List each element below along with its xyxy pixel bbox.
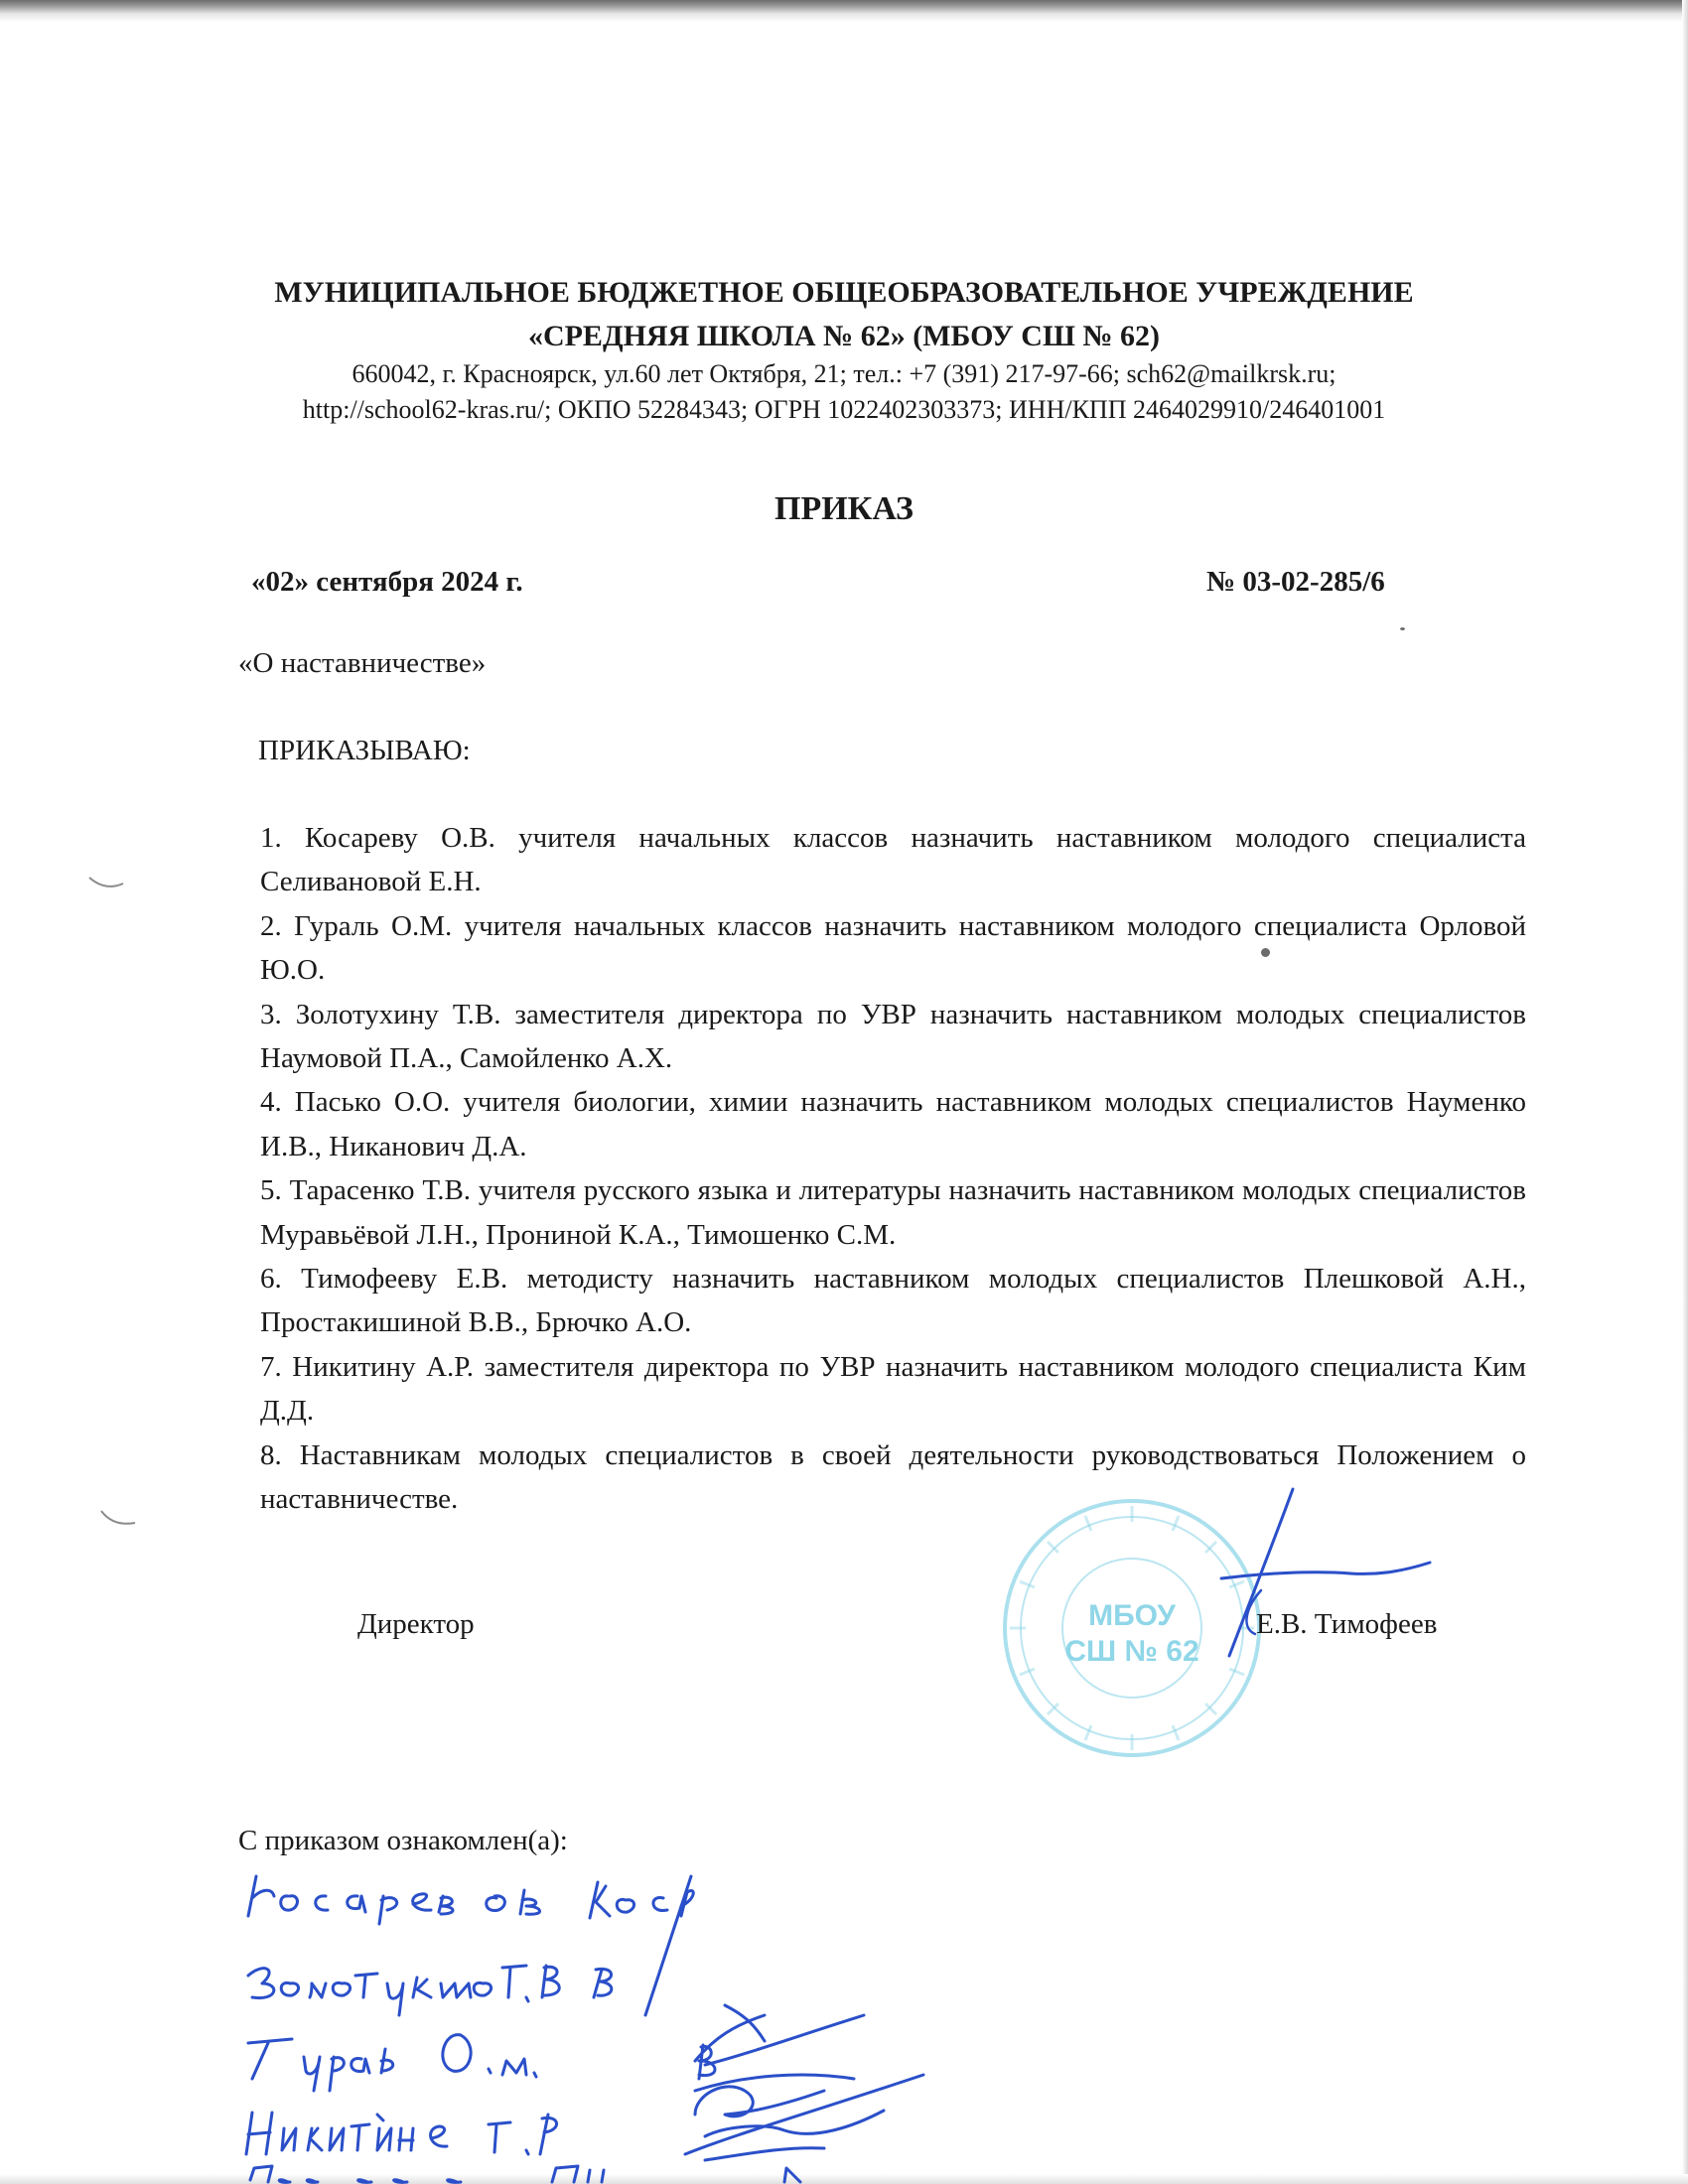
director-title: Директор <box>357 1608 475 1640</box>
order-title: ПРИКАЗ <box>774 490 914 527</box>
order-item: 8. Наставникам молодых специалистов в своей деятельности руководствоваться Положением о наставничестве. <box>260 1438 1526 1516</box>
order-item: 7. Никитину А.Р. заместителя директора по УВР назначить наставником молодого специалиста Ким Д.Д. <box>260 1350 1526 1428</box>
scan-edge-top <box>0 0 1688 22</box>
director-signature <box>1201 1479 1440 1678</box>
acknowledgement-handwritten-signatures <box>228 1866 983 2184</box>
order-number: № 03-02-285/6 <box>1206 566 1385 598</box>
punch-hole-mark <box>99 1509 139 1529</box>
scan-edge-right <box>1682 0 1688 2184</box>
order-item: 4. Пасько О.О. учителя биологии, химии назначить наставником молодых специалистов Науменко И.В., Никанович Д.А. <box>260 1086 1526 1162</box>
stamp-text-line2: СШ № 62 <box>1064 1635 1199 1668</box>
order-verb: ПРИКАЗЫВАЮ: <box>258 735 471 766</box>
institution-address: 660042, г. Красноярск, ул.60 лет Октября, 21; тел.: +7 (391) 217-97-66; sch62@mailkrsk.ru; <box>352 359 1336 388</box>
order-subject: «О наставничестве» <box>238 647 487 679</box>
scan-speck <box>1400 627 1405 630</box>
director-name: Е.В. Тимофеев <box>1256 1608 1438 1640</box>
order-item: 2. Гураль О.М. учителя начальных классов назначить наставником молодого специалиста Орловой Ю.О. <box>260 909 1526 987</box>
order-items <box>260 816 1526 1522</box>
order-item: 6. Тимофееву Е.В. методисту назначить наставником молодых специалистов Плешковой А.Н., Простакишиной В.В., Брючко А.О. <box>260 1263 1526 1339</box>
punch-hole-mark <box>87 874 127 893</box>
acknowledgement-label: С приказом ознакомлен(а): <box>238 1825 568 1856</box>
order-date: «02» сентября 2024 г. <box>251 566 523 598</box>
institution-short-name: «СРЕДНЯЯ ШКОЛА № 62» (МБОУ СШ № 62) <box>527 320 1161 352</box>
stamp-text-line1: МБОУ <box>1088 1599 1176 1632</box>
institution-registration: http://school62-kras.ru/; ОКПО 52284343; ОГРН 1022402303373; ИНН/КПП 2464029910/246401001 <box>302 395 1386 424</box>
order-item: 1. Косареву О.В. учителя начальных классов назначить наставником молодого специалиста Селивановой Е.Н. <box>260 822 1526 898</box>
institution-name: МУНИЦИПАЛЬНОЕ БЮДЖЕТНОЕ ОБЩЕОБРАЗОВАТЕЛЬНОЕ УЧРЕЖДЕНИЕ <box>274 276 1414 309</box>
order-item: 5. Тарасенко Т.В. учителя русского языка и литературы назначить наставником молодых специалистов Муравьёвой Л.Н., Прониной К.А., Тимошенко С.М. <box>260 1174 1526 1251</box>
order-item: 3. Золотухину Т.В. заместителя директора по УВР назначить наставником молодых специалистов Наумовой П.А., Самойленко А.Х. <box>260 998 1526 1075</box>
